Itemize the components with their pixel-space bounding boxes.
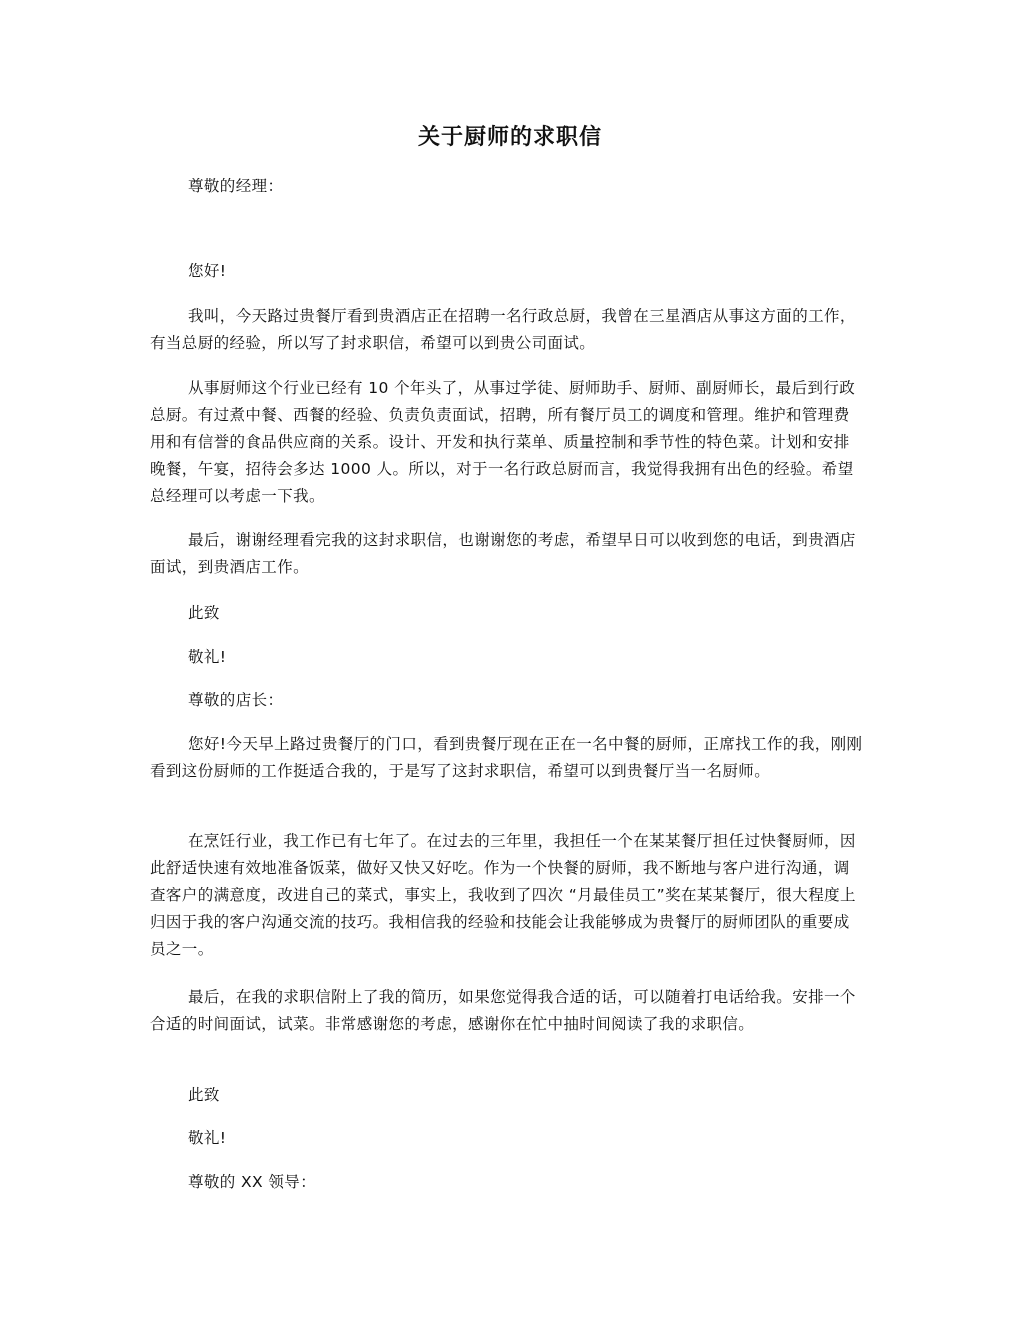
letter1-closing-1: 此致	[188, 604, 220, 622]
letter2-closing-1: 此致	[188, 1086, 220, 1104]
letter1-greeting: 您好!	[188, 262, 227, 280]
letter1-salutation: 尊敬的经理：	[188, 177, 284, 195]
letter2-salutation: 尊敬的店长：	[188, 691, 284, 709]
letter1-paragraph-1: 我叫，今天路过贵餐厅看到贵酒店正在招聘一名行政总厨，我曾在三星酒店从事这方面的工作，有当总厨的经验，所以写了封求职信，希望可以到贵公司面试。	[150, 307, 856, 352]
letter1-paragraph-2: 从事厨师这个行业已经有 10 个年头了，从事过学徒、厨师助手、厨师、副厨师长，最后到行政总厨。有过煮中餐、西餐的经验、负责负责面试，招聘，所有餐厅员工的调度和管理。维护和管理费用和有信誉的食品供应商的关系。设计、开发和执行菜单、质量控制和季节性的特色菜。计划和安排晚餐，午宴，招待会多达 1000 人。所以，对于一名行政总厨而言，我觉得我拥有出色的经验。希望总经理可以考虑一下我。	[150, 379, 856, 505]
letter1-closing-2: 敬礼!	[188, 648, 227, 666]
letter2-closing-2: 敬礼!	[188, 1129, 227, 1147]
letter1-paragraph-3: 最后，谢谢经理看完我的这封求职信，也谢谢您的考虑，希望早日可以收到您的电话，到贵酒店面试，到贵酒店工作。	[150, 531, 856, 576]
document-title: 关于厨师的求职信	[417, 124, 602, 150]
letter2-paragraph-3: 最后，在我的求职信附上了我的简历，如果您觉得我合适的话，可以随着打电话给我。安排一个合适的时间面试，试菜。非常感谢您的考虑，感谢你在忙中抽时间阅读了我的求职信。	[150, 988, 856, 1033]
letter2-paragraph-1: 您好!今天早上路过贵餐厅的门口，看到贵餐厅现在正在一名中餐的厨师，正席找工作的我，刚刚看到这份厨师的工作挺适合我的，于是写了这封求职信，希望可以到贵餐厅当一名厨师。	[150, 735, 863, 780]
letter2-paragraph-2: 在烹饪行业，我工作已有七年了。在过去的三年里，我担任一个在某某餐厅担任过快餐厨师，因此舒适快速有效地准备饭菜，做好又快又好吃。作为一个快餐的厨师，我不断地与客户进行沟通，调查客户的满意度，改进自己的菜式，事实上，我收到了四次 “月最佳员工”奖在某某餐厅，很大程度上归因于我的客户沟通交流的技巧。我相信我的经验和技能会让我能够成为贵餐厅的厨师团队的重要成员之一。	[150, 832, 856, 958]
letter3-salutation: 尊敬的 XX 领导：	[188, 1173, 317, 1191]
